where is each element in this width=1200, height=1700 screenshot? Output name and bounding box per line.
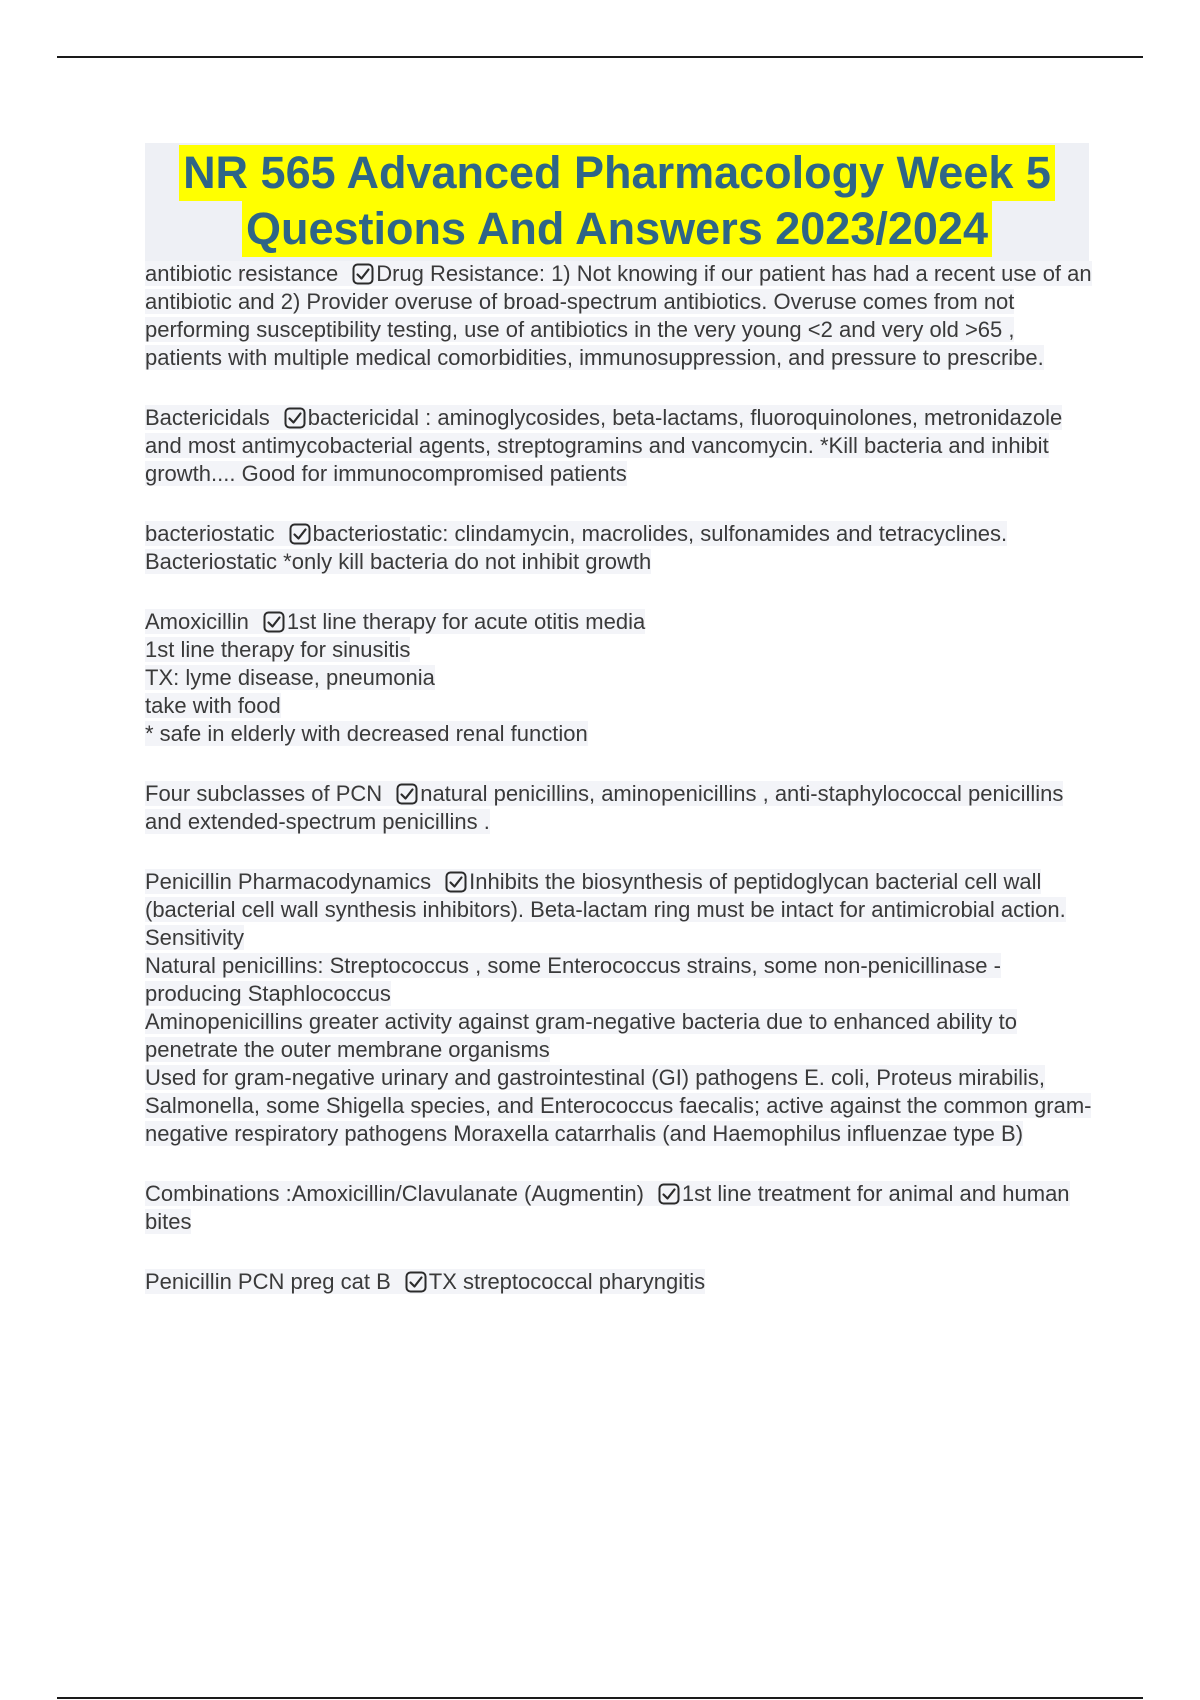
qa-item <box>145 520 1095 576</box>
checkbox-checked-icon <box>396 783 418 805</box>
qa-item <box>145 260 1095 372</box>
qa-first-line-text <box>145 781 1063 834</box>
qa-item <box>145 780 1095 836</box>
qa-term: Penicillin Pharmacodynamics <box>145 869 432 894</box>
checkbox-checked-icon <box>658 1183 680 1205</box>
qa-answer-line-row <box>145 720 1095 748</box>
qa-item <box>145 404 1095 488</box>
qa-term: Amoxicillin <box>145 609 249 634</box>
qa-answer-line: * safe in elderly with decreased renal function <box>145 721 588 746</box>
qa-first-line-text <box>145 609 645 634</box>
qa-answer-line: TX streptococcal pharyngitis <box>428 1269 706 1294</box>
qa-answer-line-row <box>145 924 1095 952</box>
qa-answer-line-row <box>145 1064 1095 1148</box>
qa-answer-line: Sensitivity <box>145 925 245 950</box>
qa-term: antibiotic resistance <box>145 261 339 286</box>
qa-answer-line-row <box>145 692 1095 720</box>
qa-answer-line: 1st line therapy for sinusitis <box>145 637 411 662</box>
checkbox-checked-icon <box>284 407 306 429</box>
qa-answer-line-row <box>145 636 1095 664</box>
qa-answer-line-row <box>145 952 1095 1008</box>
qa-first-line <box>145 868 1095 924</box>
title-line-1: NR 565 Advanced Pharmacology Week 5 <box>179 145 1055 201</box>
qa-first-line <box>145 1268 1095 1296</box>
qa-first-line <box>145 260 1095 372</box>
title-line-2: Questions And Answers 2023/2024 <box>242 201 992 257</box>
qa-first-line <box>145 520 1095 576</box>
checkbox-checked-icon <box>263 611 285 633</box>
qa-answer-line: take with food <box>145 693 281 718</box>
qa-term: Four subclasses of PCN <box>145 781 383 806</box>
qa-answer-line: TX: lyme disease, pneumonia <box>145 665 435 690</box>
qa-term: Penicillin PCN preg cat B <box>145 1269 391 1294</box>
footer-rule <box>57 1697 1143 1699</box>
checkbox-checked-icon <box>352 263 374 285</box>
qa-list <box>145 260 1095 1328</box>
checkbox-checked-icon <box>289 523 311 545</box>
qa-first-line <box>145 404 1095 488</box>
qa-first-line-text <box>145 869 1066 922</box>
checkbox-checked-icon <box>405 1271 427 1293</box>
qa-answer-line: 1st line treatment for animal and human bites <box>145 1181 1070 1234</box>
qa-answer-line: Inhibits the biosynthesis of peptidoglycan bacterial cell wall (bacterial cell wall synthesis inhibitors). Beta-lactam ring must be intact for antimicrobial action. <box>145 869 1066 922</box>
qa-item <box>145 608 1095 748</box>
qa-first-line-text <box>145 261 1092 370</box>
qa-item <box>145 1180 1095 1236</box>
qa-answer-line: Natural penicillins: Streptococcus , some Enterococcus strains, some non-penicillinase -producing Staphlococcus <box>145 953 1001 1006</box>
qa-term: bacteriostatic <box>145 521 275 546</box>
qa-answer-line-row <box>145 1008 1095 1064</box>
document-title <box>145 143 1089 261</box>
qa-first-line <box>145 1180 1095 1236</box>
qa-first-line-text <box>145 1181 1070 1234</box>
qa-first-line-text <box>145 1269 705 1294</box>
qa-answer-line: natural penicillins, aminopenicillins , anti-staphylococcal penicillins and extended-spectrum penicillins . <box>145 781 1064 834</box>
qa-item <box>145 1268 1095 1296</box>
qa-item <box>145 868 1095 1148</box>
qa-answer-line: Aminopenicillins greater activity against gram-negative bacteria due to enhanced ability to penetrate the outer membrane organisms <box>145 1009 1017 1062</box>
qa-first-line-text <box>145 521 1007 574</box>
qa-answer-line: bacteriostatic: clindamycin, macrolides, sulfonamides and tetracyclines. Bacteriostatic *only kill bacteria do not inhibit growth <box>145 521 1008 574</box>
qa-first-line-text <box>145 405 1062 486</box>
qa-first-line <box>145 608 1095 636</box>
checkbox-checked-icon <box>445 871 467 893</box>
qa-term: Combinations :Amoxicillin/Clavulanate (Augmentin) <box>145 1181 644 1206</box>
qa-answer-line: Drug Resistance: 1) Not knowing if our patient has had a recent use of an antibiotic and 2) Provider overuse of broad-spectrum antibiotics. Overuse comes from not performing susceptibility testing, use of antibiotics in the very young <2 and very old >65 , patients with multiple medical comorbidities, immunosuppression, and pressure to prescribe. <box>145 261 1092 370</box>
qa-answer-line: bactericidal : aminoglycosides, beta-lactams, fluoroquinolones, metronidazole and most antimycobacterial agents, streptogramins and vancomycin. *Kill bacteria and inhibit growth.... Good for immunocompromised patients <box>145 405 1063 486</box>
qa-answer-line-row <box>145 664 1095 692</box>
qa-first-line <box>145 780 1095 836</box>
qa-answer-line: Used for gram-negative urinary and gastrointestinal (GI) pathogens E. coli, Proteus mirabilis, Salmonella, some Shigella species, and Enterococcus faecalis; active against the common gram- negative respiratory pathogens Moraxella catarrhalis (and Haemophilus influenzae type B) <box>145 1065 1092 1146</box>
qa-answer-line: 1st line therapy for acute otitis media <box>286 609 646 634</box>
header-rule <box>57 56 1143 58</box>
qa-term: Bactericidals <box>145 405 270 430</box>
